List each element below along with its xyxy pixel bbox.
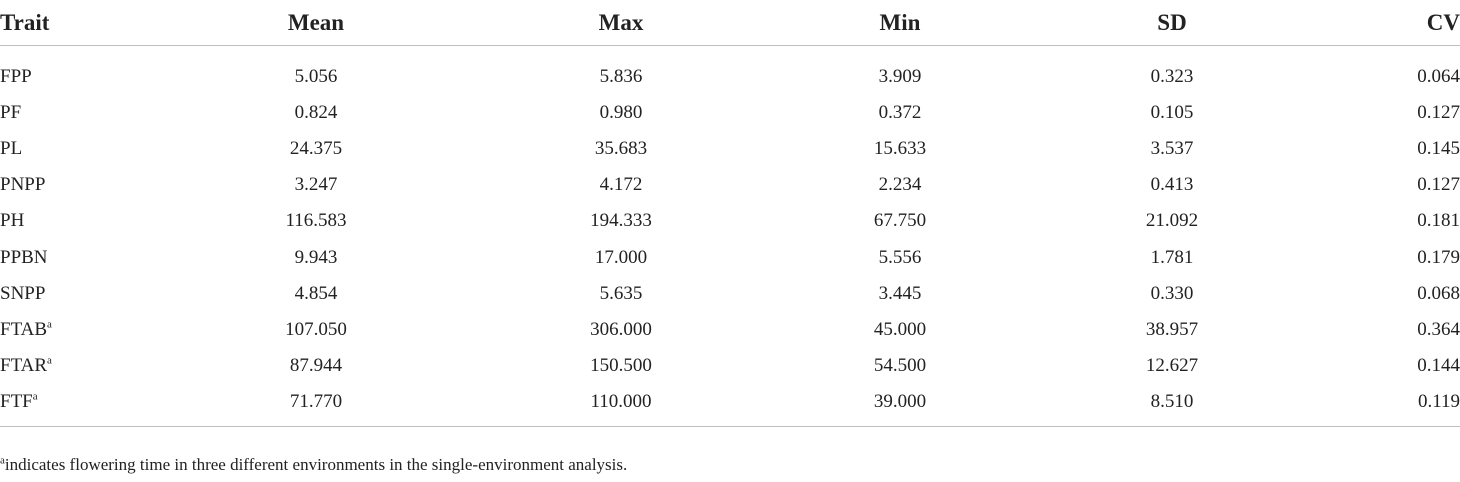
cell-max: 0.980	[599, 101, 643, 123]
cell-min: 3.445	[878, 282, 922, 304]
footnote-marker: a	[47, 354, 52, 367]
cell-cv: 0.127	[1417, 174, 1460, 196]
footnote	[0, 455, 627, 475]
cell-min: 54.500	[873, 355, 927, 377]
cell-trait	[0, 311, 160, 347]
cell-trait	[0, 94, 160, 130]
cell-mean: 116.583	[285, 210, 347, 232]
table-body	[0, 46, 1460, 427]
header-max: Max	[472, 0, 770, 46]
table-row	[0, 311, 1460, 347]
cell-min: 0.372	[878, 101, 922, 123]
table-row	[0, 203, 1460, 239]
cell-max: 35.683	[594, 137, 648, 159]
header-mean: Mean	[160, 0, 472, 46]
trait-label: PL	[0, 137, 23, 159]
cell-sd: 0.330	[1150, 282, 1194, 304]
cell-sd: 12.627	[1145, 355, 1199, 377]
trait-label: FTF	[0, 391, 33, 413]
cell-sd: 8.510	[1030, 384, 1314, 427]
cell-min: 3.909	[878, 65, 922, 87]
cell-cv: 0.145	[1417, 137, 1460, 159]
cell-min: 39.000	[770, 384, 1030, 427]
footnote-marker: a	[0, 454, 5, 467]
cell-max: 5.635	[599, 282, 643, 304]
table-row	[0, 167, 1460, 203]
table-row	[0, 275, 1460, 311]
cell-mean: 4.854	[294, 282, 338, 304]
cell-sd: 0.323	[1150, 65, 1194, 87]
cell-trait	[0, 203, 160, 239]
cell-cv: 0.127	[1417, 101, 1460, 123]
trait-label: PNPP	[0, 174, 46, 196]
cell-cv: 0.181	[1417, 210, 1460, 232]
cell-trait	[0, 46, 160, 95]
trait-label: PH	[0, 210, 25, 232]
cell-sd: 0.105	[1150, 101, 1194, 123]
cell-cv: 0.144	[1417, 355, 1460, 377]
table-row	[0, 46, 1460, 95]
cell-mean: 0.824	[294, 101, 338, 123]
cell-sd: 0.413	[1150, 174, 1194, 196]
cell-max: 5.836	[599, 65, 643, 87]
cell-max: 4.172	[599, 174, 643, 196]
cell-min: 45.000	[873, 318, 927, 340]
cell-mean: 87.944	[289, 355, 343, 377]
cell-trait	[0, 384, 160, 427]
cell-cv: 0.119	[1314, 384, 1460, 427]
table-row	[0, 348, 1460, 384]
cell-trait	[0, 348, 160, 384]
cell-mean: 5.056	[294, 65, 338, 87]
table-row	[0, 384, 1460, 427]
header-trait: Trait	[0, 0, 160, 46]
trait-label: FTAB	[0, 318, 48, 340]
cell-min: 15.633	[873, 137, 927, 159]
cell-mean: 24.375	[289, 137, 343, 159]
trait-label: PF	[0, 101, 22, 123]
cell-sd: 38.957	[1145, 318, 1199, 340]
footnote-text: indicates flowering time in three different environments in the single-environment analysis.	[4, 455, 628, 474]
cell-sd: 1.781	[1150, 246, 1194, 268]
footnote-marker: a	[47, 318, 52, 331]
cell-trait	[0, 275, 160, 311]
cell-cv: 0.064	[1417, 65, 1460, 87]
table-row	[0, 94, 1460, 130]
cell-cv: 0.179	[1417, 246, 1460, 268]
trait-label: FPP	[0, 65, 32, 87]
header-sd: SD	[1030, 0, 1314, 46]
cell-mean: 107.050	[285, 318, 347, 340]
cell-min: 5.556	[878, 246, 922, 268]
cell-trait	[0, 167, 160, 203]
trait-label: PPBN	[0, 246, 48, 268]
cell-sd: 21.092	[1145, 210, 1199, 232]
cell-min: 2.234	[878, 174, 922, 196]
cell-max: 110.000	[472, 384, 770, 427]
trait-label: FTAR	[0, 355, 48, 377]
cell-trait	[0, 239, 160, 275]
cell-min: 67.750	[873, 210, 927, 232]
cell-mean: 9.943	[294, 246, 338, 268]
header-min: Min	[770, 0, 1030, 46]
table-row	[0, 239, 1460, 275]
cell-mean: 71.770	[160, 384, 472, 427]
cell-cv: 0.364	[1417, 318, 1460, 340]
cell-mean: 3.247	[294, 174, 338, 196]
cell-max: 194.333	[590, 210, 652, 232]
footnote-marker: a	[32, 390, 38, 403]
cell-max: 150.500	[590, 355, 652, 377]
cell-trait	[0, 130, 160, 166]
cell-max: 306.000	[590, 318, 652, 340]
cell-cv: 0.068	[1417, 282, 1460, 304]
header-cv: CV	[1314, 0, 1460, 46]
cell-max: 17.000	[594, 246, 648, 268]
table-row	[0, 130, 1460, 166]
trait-label: SNPP	[0, 282, 46, 304]
cell-sd: 3.537	[1150, 137, 1194, 159]
header-row	[0, 0, 1460, 46]
